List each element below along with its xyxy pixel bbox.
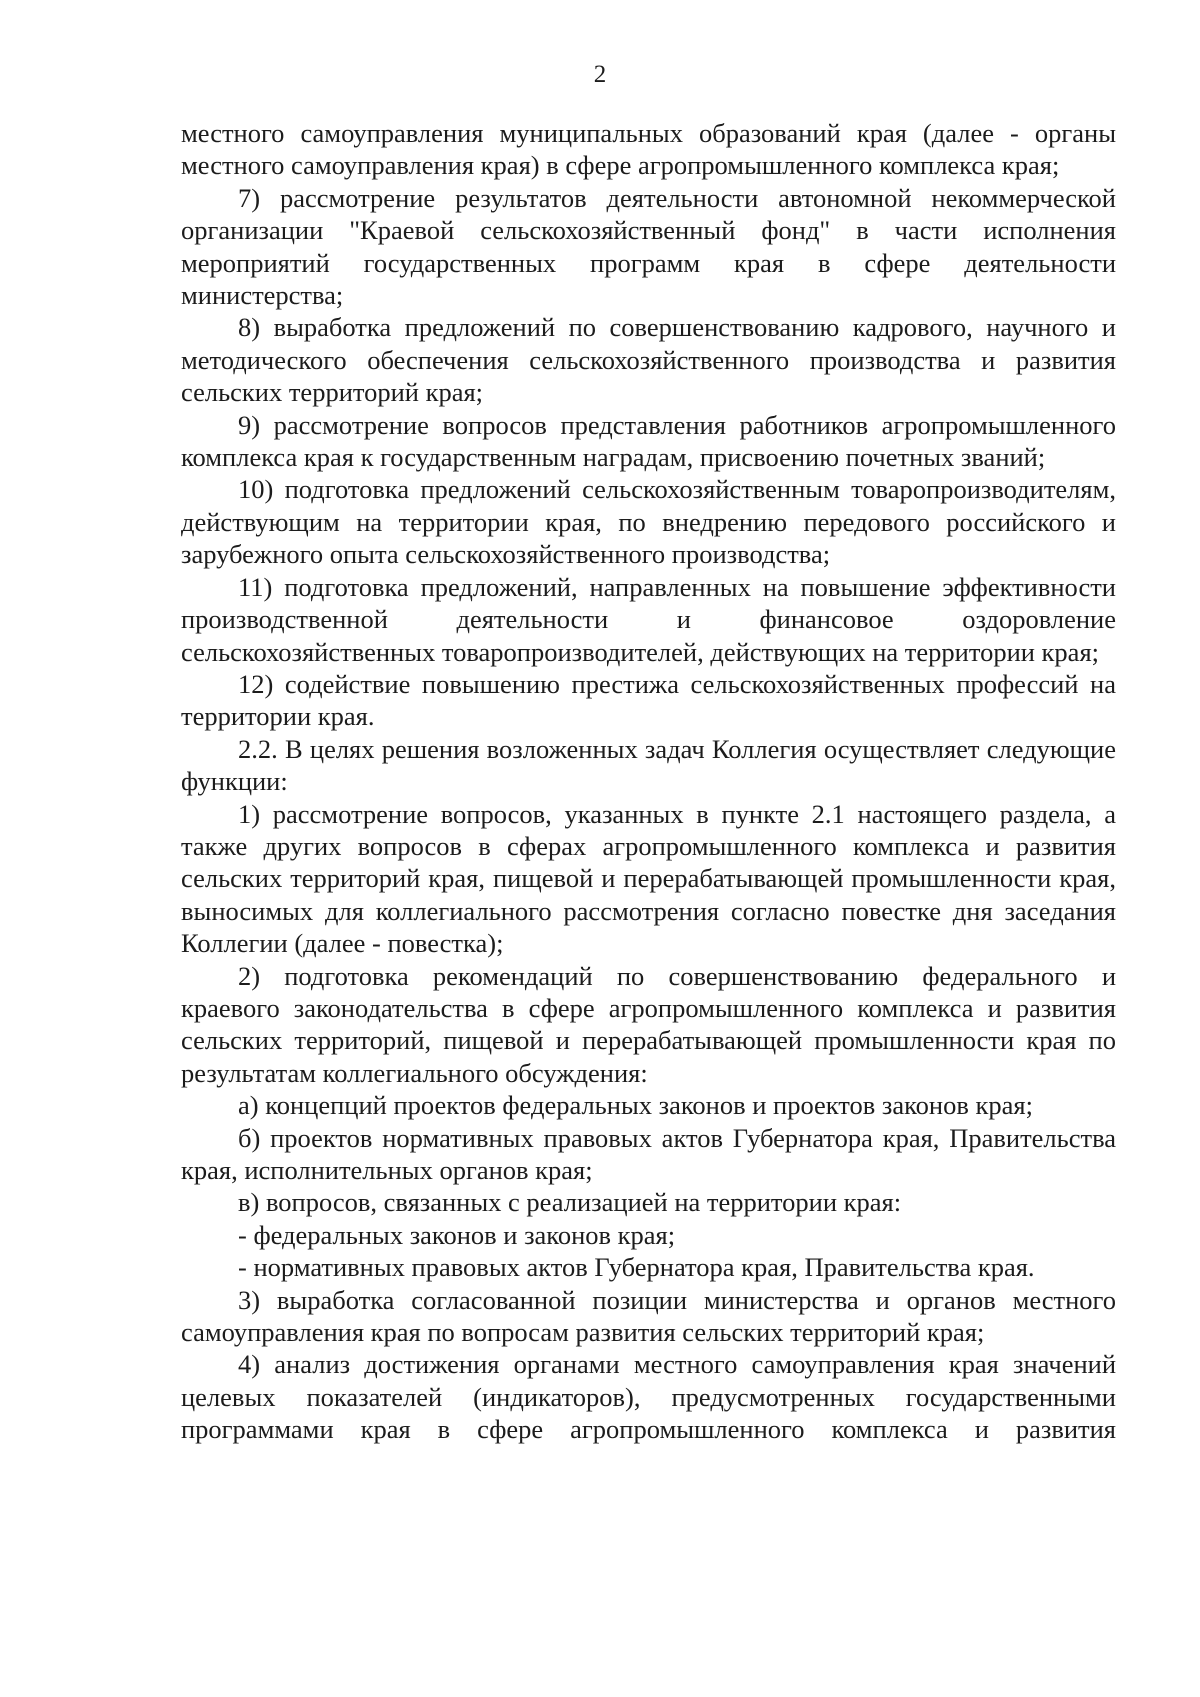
paragraph: 10) подготовка предложений сельскохозяйственным товаропроизводителям, действующим на территории края, по внедрению передового российского и зарубежного опыта сельскохозяйственного производства; <box>181 474 1116 570</box>
paragraph: б) проектов нормативных правовых актов Губернатора края, Правительства края, исполнительных органов края; <box>181 1122 1116 1185</box>
paragraph: а) концепций проектов федеральных законов и проектов законов края; <box>238 1090 1033 1121</box>
paragraph: 2) подготовка рекомендаций по совершенствованию федерального и краевого законодательства в сфере агропромышленного комплекса и развития сельских территорий, пищевой и перерабатывающей промышленности края по результатам коллегиального обсуждения: <box>181 960 1116 1088</box>
paragraph: 9) рассмотрение вопросов представления работников агропромышленного комплекса края к государственным наградам, присвоению почетных званий; <box>181 409 1116 473</box>
paragraph: в) вопросов, связанных с реализацией на территории края: <box>238 1187 902 1218</box>
paragraph: 7) рассмотрение результатов деятельности автономной некоммерческой организации "Краевой сельскохозяйственный фонд" в части исполнения мероприятий государственных программ края в сфере деятельности министерства; <box>181 182 1116 311</box>
paragraph: 2.2. В целях решения возложенных задач Коллегия осуществляет следующие функции: <box>181 733 1116 797</box>
paragraph: 8) выработка предложений по совершенствованию кадрового, научного и методического обеспечения сельскохозяйственного производства и развития сельских территорий края; <box>181 312 1116 408</box>
paragraph: 11) подготовка предложений, направленных на повышение эффективности производственной деятельности и финансовое оздоровление сельскохозяйственных товаропроизводителей, действующих на территории края; <box>181 571 1116 667</box>
document-body <box>181 117 1116 1446</box>
paragraph: 3) выработка согласованной позиции министерства и органов местного самоуправления края по вопросам развития сельских территорий края; <box>181 1284 1116 1348</box>
paragraph: местного самоуправления муниципальных образований края (далее - органы местного самоуправления края) в сфере агропромышленного комплекса края; <box>181 118 1116 181</box>
paragraph: - нормативных правовых актов Губернатора края, Правительства края. <box>238 1252 1035 1283</box>
page-number: 2 <box>593 61 607 88</box>
paragraph: 4) анализ достижения органами местного самоуправления края значений целевых показателей (индикаторов), предусмотренных государственными программами края в сфере агропромышленного комплекса и развития <box>181 1349 1116 1445</box>
paragraph: 12) содействие повышению престижа сельскохозяйственных профессий на территории края. <box>181 668 1116 732</box>
paragraph: - федеральных законов и законов края; <box>238 1219 676 1250</box>
paragraph: 1) рассмотрение вопросов, указанных в пункте 2.1 настоящего раздела, а также других вопросов в сферах агропромышленного комплекса и развития сельских территорий края, пищевой и перерабатывающей промышленности края, выносимых для коллегиального рассмотрения согласно повестке дня заседания Коллегии (далее - повестка); <box>181 798 1116 959</box>
